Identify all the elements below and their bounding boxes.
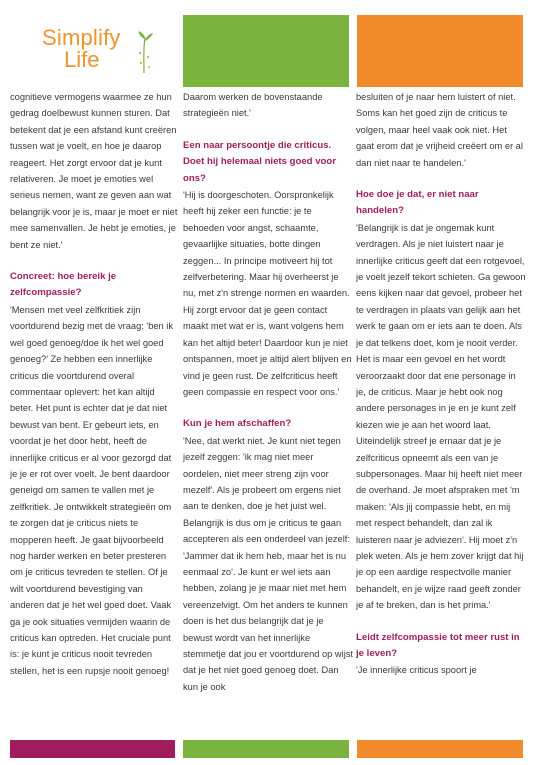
paragraph: besluiten of je naar hem luistert of niet. Soms kan het goed zijn de criticus te volgen, maar heel vaak ook niet. Het gaat erom dat je vrijheid creëert om er al dan niet naar te handelen.' bbox=[356, 92, 523, 168]
section-heading: Leidt zelfcompassie tot meer rust in je leven? bbox=[356, 631, 520, 659]
header-band-green bbox=[183, 15, 349, 87]
paragraph: 'Hij is doorgeschoten. Oorspronkelijk heeft hij zeker een functie: je te behoeden voor angst, schaamte, gevaarlijke situaties, botte dingen zeggen... In principe motiveert hij tot zelfverbetering. Maar hij overheerst je nu, met z'n strenge normen en waarden. Hij zorgt ervoor dat je geen contact maakt met wat er is, want volgens hem kan het altijd beter! Daardoor kun je niet ontspannen, moet je altijd alert blijven en vind je geen rust. De zelfcriticus heeft geen compassie en respect voor ons.' bbox=[183, 190, 352, 397]
sprout-icon bbox=[128, 31, 158, 75]
column-right bbox=[356, 89, 527, 735]
header-band-orange bbox=[357, 15, 523, 87]
footer-band-orange bbox=[357, 740, 523, 758]
section-heading: Kun je hem afschaffen? bbox=[183, 418, 292, 430]
section-heading: Een naar persoontje die criticus. Doet hij helemaal niets goed voor ons? bbox=[183, 139, 336, 184]
column-middle bbox=[183, 89, 353, 735]
logo-text-line2: Life bbox=[64, 47, 100, 72]
paragraph: Daarom werken de bovenstaande strategieën niet.' bbox=[183, 92, 323, 119]
paragraph: cognitieve vermogens waarmee ze hun gedrag doelbewust kunnen sturen. Dat betekent dat je een afstand kunt creëren tussen wat je voelt, en hoe je daarop reageert. Het zorgt ervoor dat je kunt relativeren. Je moet je emoties wel serieus nemen, want ze geven aan wat belangrijk voor je is, maar je moet er niet mee samenvallen. Je hebt je emoties, je bent ze niet.' bbox=[10, 92, 178, 250]
section-heading: Hoe doe je dat, er niet naar handelen? bbox=[356, 189, 479, 217]
simplify-life-logo bbox=[42, 25, 162, 80]
footer-band-green bbox=[183, 740, 349, 758]
footer-band-magenta bbox=[10, 740, 175, 758]
paragraph: 'Nee, dat werkt niet. Je kunt niet tegen jezelf zeggen: 'ik mag niet meer oordelen, niet meer streng zijn voor mezelf'. Als je probeert om ergens niet aan te denken, doe je het juist wel. Belangrijk is dus om je criticus te gaan accepteren als een onderdeel van jezelf: 'Jammer dat ik hem heb, maar het is nu eenmaal zo'. Je kunt er wel iets aan hebben, zolang je je maar niet met hem vereenzelvigt. Om het anders te kunnen doen is het dus belangrijk dat je je bewust wordt van het innerlijke stemmetje dat jou er voortdurend op wijst dat je het niet goed genoeg doet. Dan kun je ook bbox=[183, 435, 353, 692]
paragraph: 'Je innerlijke criticus spoort je bbox=[356, 665, 477, 676]
section-heading: Concreet: hoe bereik je zelfcompassie? bbox=[10, 271, 117, 299]
logo-text-line1: Simplify bbox=[42, 25, 121, 50]
paragraph: 'Mensen met veel zelfkritiek zijn voortdurend bezig met de vraag: 'ben ik wel goed genoeg/doe ik het wel goed genoeg?' Ze hebben een innerlijke criticus die voortdurend overal commentaar oplevert: het kan altijd beter. Het punt is echter dat je dat niet bewust van bent. Er gebeurt iets, en voordat je het door hebt, heeft de innerlijke criticus er al voor gezorgd dat je je er rot over voelt. Je bent daardoor geneigd om samen te vallen met je zelfkritiek. Je ontwikkelt strategieën om te zorgen dat je criticus niets te mopperen heeft. Je gaat bijvoorbeeld nog harder werken en beter presteren om je criticus tevreden te stellen. Of je wilt voortdurend bevestiging van anderen dat je het wel goed doet. Vaak ga je ook situaties vermijden waarin de criticus kan optreden. Het cruciale punt is: je kunt je criticus nooit tevreden stellen, het is een rupsje nooit genoeg! bbox=[10, 304, 174, 676]
paragraph: 'Belangrijk is dat je ongemak kunt verdragen. Als je niet luistert naar je innerlijke criticus geeft dat een rotgevoel, je voelt jezelf tekort schieten. Ga gewoon eens kijken naar dat gevoel, probeer het te verdragen in plaats van gelijk aan het werk te gaan om er iets aan te doen. Als je dat telkens doet, kom je nooit verder. Het is maar een gevoel en het wordt veroorzaakt door dat ene personage in je, de criticus. Maar je hebt ook nog andere personages in je en je kunt zelf kiezen wie je aan het woord laat. Uiteindelijk streef je ernaar dat je je zelfcriticus opneemt als een van je subpersonages. Maar hij heeft niet meer de overhand. Je moet afspraken met 'm maken: 'Als jij compassie hebt, en mij met respect behandelt, dan zal ik luisteren naar je adviezen'. Hij moet z'n plek weten. Als je hem zover krijgt dat hij je op een aardige respectvolle manier behandelt, en je wijze raad geeft zonder je af te breken, dan is het prima.' bbox=[356, 222, 526, 611]
column-left bbox=[10, 89, 178, 735]
